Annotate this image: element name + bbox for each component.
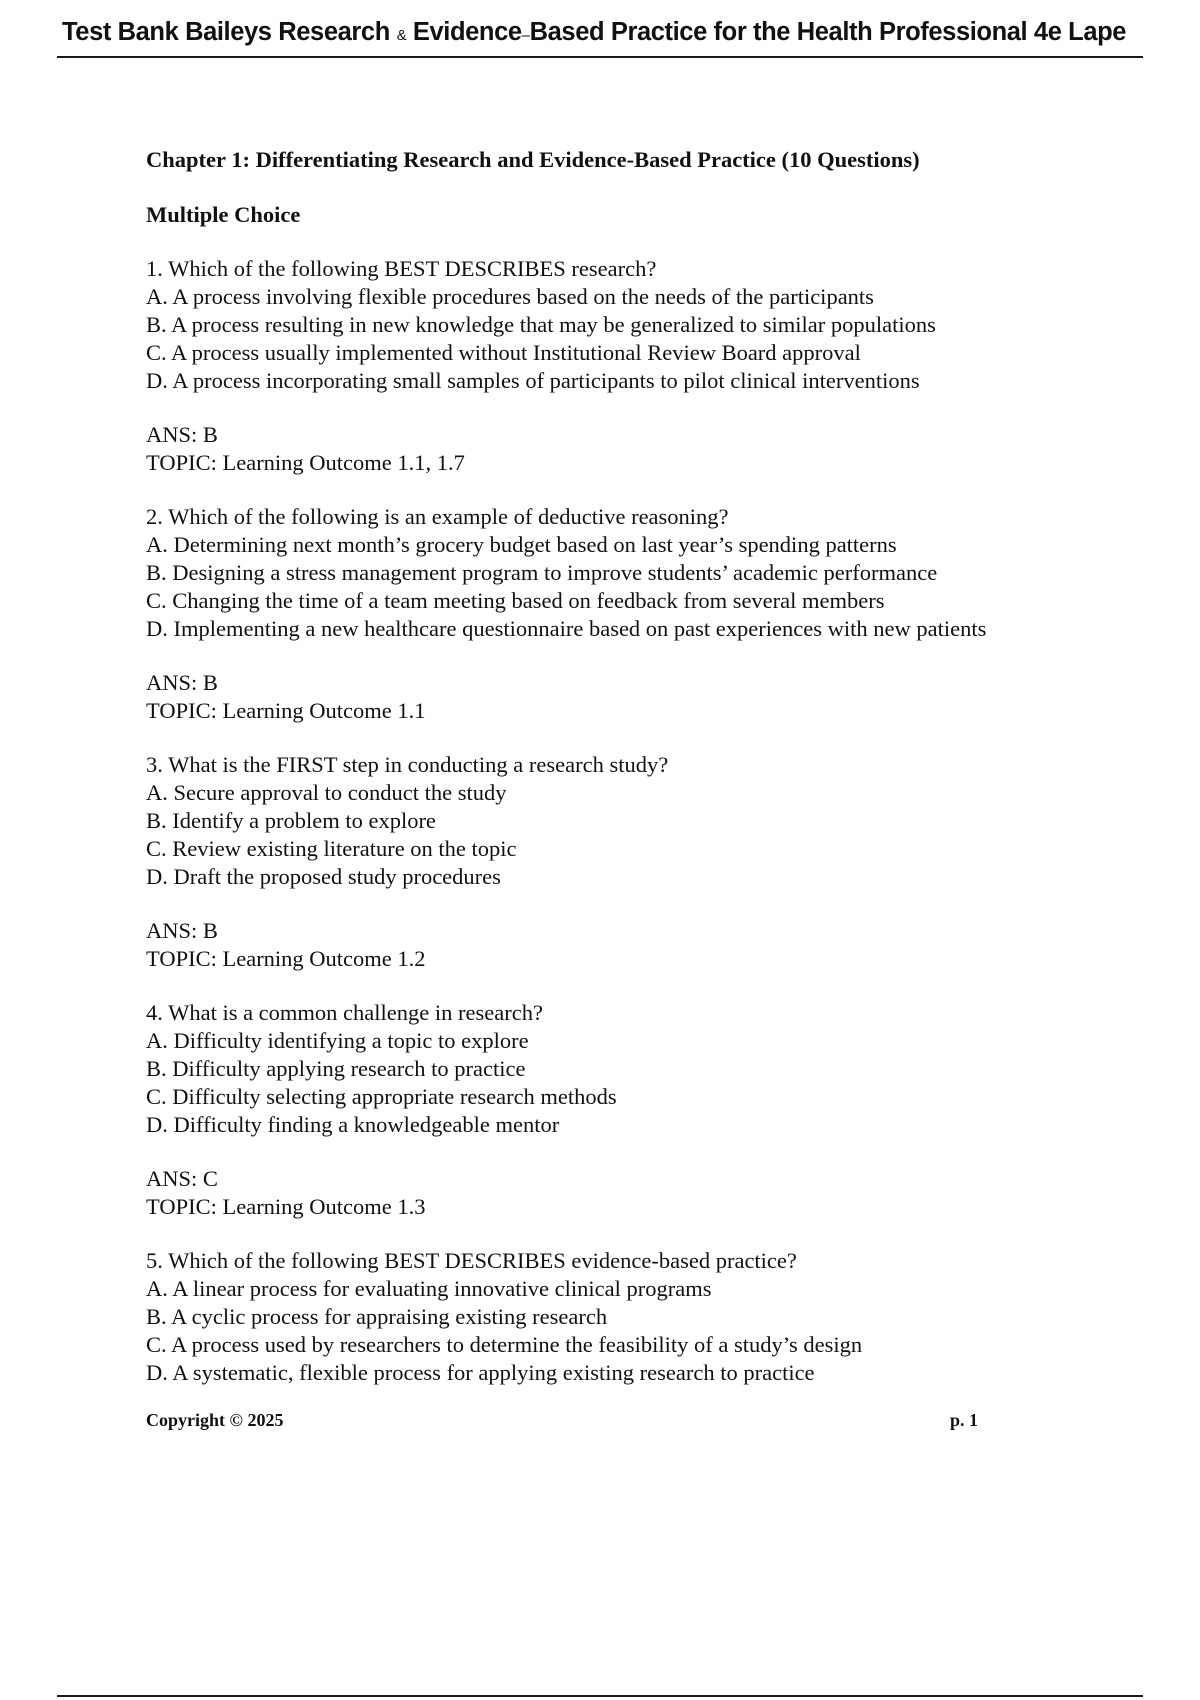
- topic-reference: TOPIC: Learning Outcome 1.1, 1.7: [146, 450, 465, 475]
- title-ampersand: &: [396, 27, 407, 44]
- page-footer: [146, 1410, 978, 1431]
- answer-block: [146, 421, 1046, 477]
- answer-option: D. A process incorporating small samples of participants to pilot clinical interventions: [146, 368, 920, 393]
- page-header: [57, 14, 1143, 58]
- copyright-notice: Copyright © 2025: [146, 1410, 284, 1430]
- answer-option: B. Difficulty applying research to practice: [146, 1056, 526, 1081]
- topic-reference: TOPIC: Learning Outcome 1.3: [146, 1194, 426, 1219]
- answer-option: D. Draft the proposed study procedures: [146, 864, 501, 889]
- answer-key: ANS: C: [146, 1166, 218, 1191]
- question-text: 5. Which of the following BEST DESCRIBES evidence-based practice?: [146, 1248, 797, 1273]
- question-block: [146, 503, 1046, 643]
- answer-option: C. A process used by researchers to determine the feasibility of a study’s design: [146, 1332, 863, 1357]
- answer-option: A. A linear process for evaluating innovative clinical programs: [146, 1276, 712, 1301]
- answer-option: B. Designing a stress management program to improve students’ academic performance: [146, 560, 938, 585]
- question-text: 4. What is a common challenge in research?: [146, 1000, 543, 1025]
- answer-key: ANS: B: [146, 918, 218, 943]
- title-part-3: Based Practice for the Health Professional 4e Lape: [529, 18, 1127, 46]
- answer-option: C. Changing the time of a team meeting based on feedback from several members: [146, 588, 885, 613]
- document-body: [146, 146, 1046, 1387]
- question-block: [146, 999, 1046, 1139]
- answer-option: D. Difficulty finding a knowledgeable mentor: [146, 1112, 560, 1137]
- answer-key: ANS: B: [146, 670, 218, 695]
- question-block: [146, 255, 1046, 395]
- answer-key: ANS: B: [146, 422, 218, 447]
- question-text: 3. What is the FIRST step in conducting a research study?: [146, 752, 669, 777]
- section-title: Multiple Choice: [146, 202, 301, 227]
- answer-option: B. Identify a problem to explore: [146, 808, 436, 833]
- answer-block: [146, 1165, 1046, 1221]
- question-block: [146, 1247, 1046, 1387]
- bottom-divider: [57, 1695, 1143, 1697]
- answer-block: [146, 669, 1046, 725]
- topic-reference: TOPIC: Learning Outcome 1.1: [146, 698, 426, 723]
- topic-reference: TOPIC: Learning Outcome 1.2: [146, 946, 426, 971]
- question-block: [146, 751, 1046, 891]
- answer-option: B. A process resulting in new knowledge that may be generalized to similar populations: [146, 312, 936, 337]
- question-text: 1. Which of the following BEST DESCRIBES research?: [146, 256, 657, 281]
- answer-option: A. A process involving flexible procedures based on the needs of the participants: [146, 284, 874, 309]
- answer-option: D. A systematic, flexible process for applying existing research to practice: [146, 1360, 815, 1385]
- answer-option: D. Implementing a new healthcare questionnaire based on past experiences with new patients: [146, 616, 987, 641]
- answer-block: [146, 917, 1046, 973]
- answer-option: C. Difficulty selecting appropriate research methods: [146, 1084, 617, 1109]
- answer-option: A. Secure approval to conduct the study: [146, 780, 507, 805]
- answer-option: A. Determining next month’s grocery budget based on last year’s spending patterns: [146, 532, 897, 557]
- page-number: p. 1: [949, 1410, 978, 1430]
- title-part-1: Test Bank Baileys Research: [62, 18, 390, 46]
- answer-option: C. Review existing literature on the topic: [146, 836, 517, 861]
- answer-option: A. Difficulty identifying a topic to explore: [146, 1028, 529, 1053]
- chapter-title: Chapter 1: Differentiating Research and Evidence-Based Practice (10 Questions): [146, 147, 920, 172]
- answer-option: C. A process usually implemented without Institutional Review Board approval: [146, 340, 861, 365]
- title-part-2: Evidence: [412, 18, 522, 46]
- title-dash: –: [521, 27, 530, 44]
- document-title: [62, 18, 1126, 47]
- question-text: 2. Which of the following is an example of deductive reasoning?: [146, 504, 729, 529]
- answer-option: B. A cyclic process for appraising existing research: [146, 1304, 608, 1329]
